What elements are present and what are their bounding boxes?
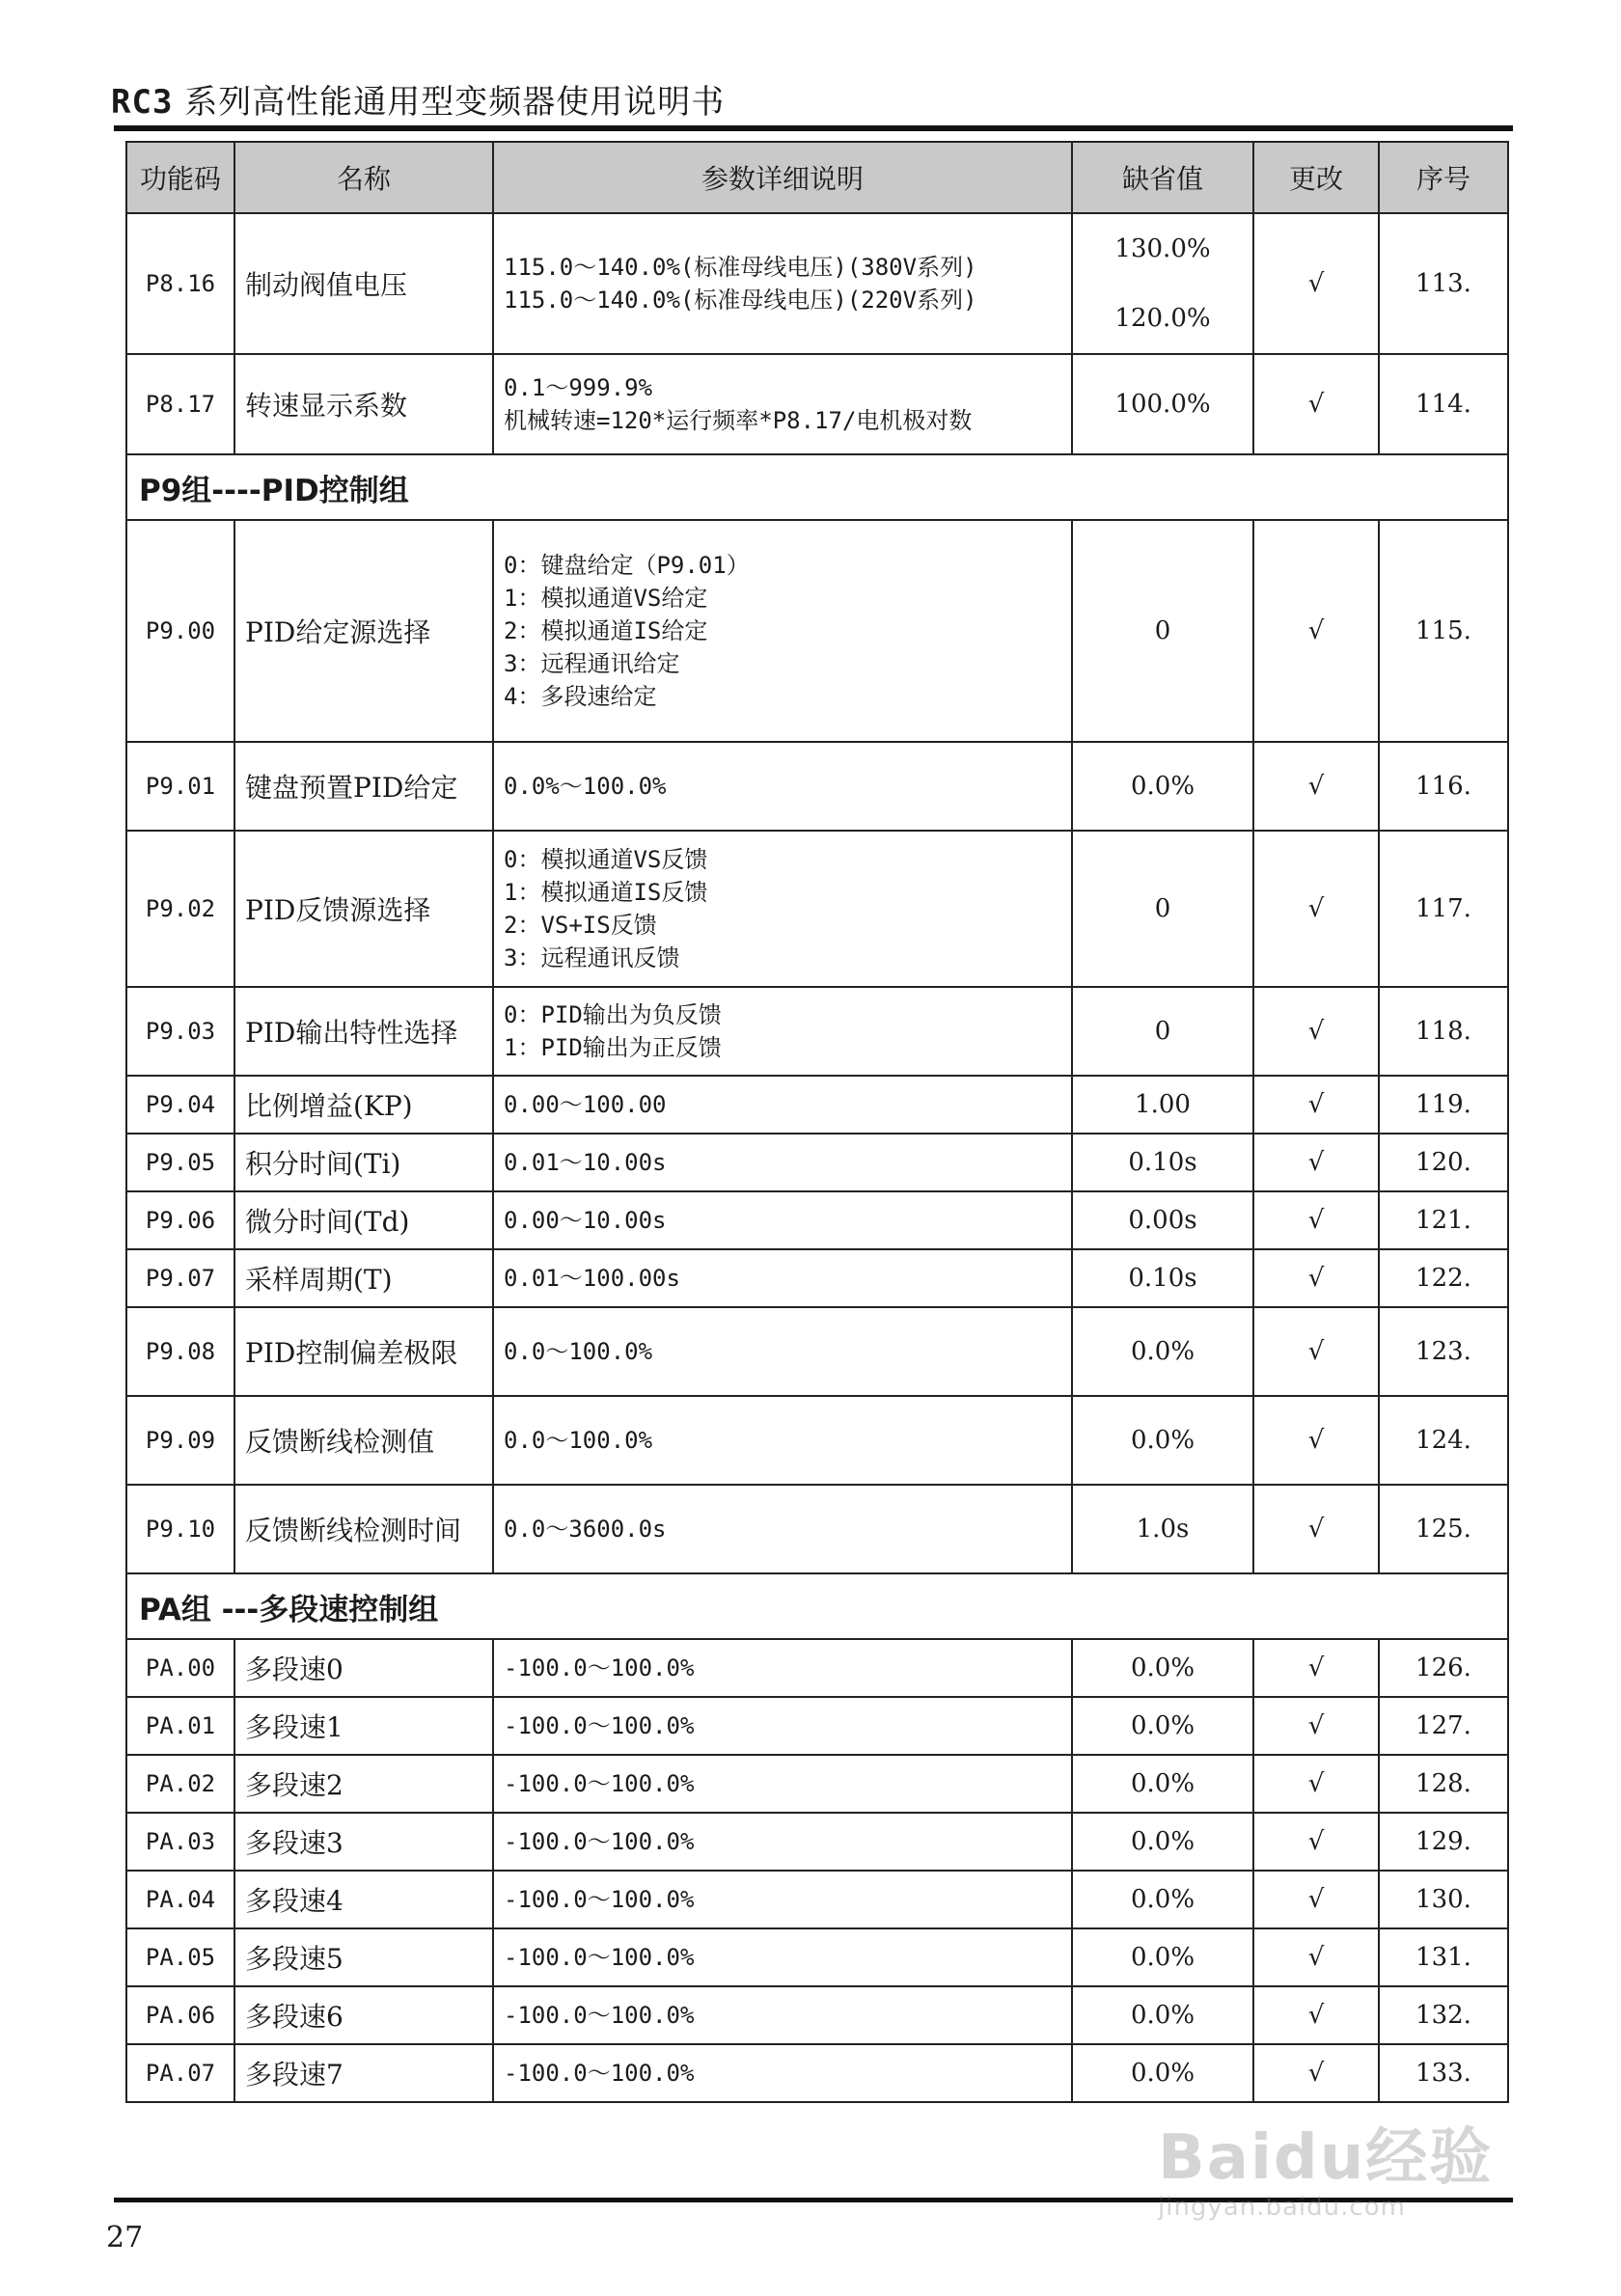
sequence-number: 130. xyxy=(1379,1871,1508,1928)
default-value: 0.00s xyxy=(1072,1191,1253,1249)
parameter-description: -100.0～100.0% xyxy=(493,1697,1072,1755)
function-code: PA.06 xyxy=(126,1986,234,2044)
parameter-description-line: 0.01～100.00s xyxy=(504,1265,680,1292)
header-model: RC3 xyxy=(111,83,174,122)
table-row xyxy=(126,520,1508,742)
parameter-description-line: 机械转速=120*运行频率*P8.17/电机极对数 xyxy=(504,407,973,434)
parameter-description-line: 2：模拟通道IS给定 xyxy=(504,617,708,644)
sequence-number: 113. xyxy=(1379,213,1508,354)
parameter-description: -100.0～100.0% xyxy=(493,1813,1072,1871)
page-number: 27 xyxy=(106,2221,144,2255)
function-code: P9.05 xyxy=(126,1134,234,1191)
function-code: PA.01 xyxy=(126,1697,234,1755)
table-row xyxy=(126,1928,1508,1986)
parameter-description: -100.0～100.0% xyxy=(493,1986,1072,2044)
sequence-number: 125. xyxy=(1379,1485,1508,1573)
default-value: 0.10s xyxy=(1072,1134,1253,1191)
default-value xyxy=(1072,213,1253,354)
parameter-name: 采样周期(T) xyxy=(234,1249,493,1307)
sequence-number: 117. xyxy=(1379,831,1508,987)
default-value: 0.0% xyxy=(1072,742,1253,831)
function-code: P8.16 xyxy=(126,213,234,354)
default-value: 0.0% xyxy=(1072,1307,1253,1396)
sequence-number: 119. xyxy=(1379,1076,1508,1134)
sequence-number: 126. xyxy=(1379,1639,1508,1697)
parameter-description: -100.0～100.0% xyxy=(493,1639,1072,1697)
parameter-description-line: 1：PID输出为正反馈 xyxy=(504,1034,722,1061)
table-row xyxy=(126,213,1508,354)
parameter-description-line: 1：模拟通道VS给定 xyxy=(504,585,708,612)
parameter-name: 反馈断线检测时间 xyxy=(234,1485,493,1573)
default-value: 0 xyxy=(1072,831,1253,987)
page-header xyxy=(111,75,725,123)
changeable-mark: √ xyxy=(1253,1076,1379,1134)
changeable-mark: √ xyxy=(1253,1755,1379,1813)
default-value: 0 xyxy=(1072,520,1253,742)
parameter-name: 制动阀值电压 xyxy=(234,213,493,354)
column-header: 更改 xyxy=(1253,142,1379,213)
default-value: 0.0% xyxy=(1072,1813,1253,1871)
default-value: 0.0% xyxy=(1072,2044,1253,2102)
parameter-description: -100.0～100.0% xyxy=(493,1755,1072,1813)
default-value-line: 120.0% xyxy=(1114,304,1211,333)
changeable-mark: √ xyxy=(1253,1191,1379,1249)
table-row xyxy=(126,1697,1508,1755)
sequence-number: 114. xyxy=(1379,354,1508,454)
parameter-description-line: 3：远程通讯反馈 xyxy=(504,944,680,971)
parameter-description: -100.0～100.0% xyxy=(493,1928,1072,1986)
parameter-description-line: 0.00～100.00 xyxy=(504,1091,667,1118)
parameter-name: 转速显示系数 xyxy=(234,354,493,454)
table-row xyxy=(126,1307,1508,1396)
parameter-name: 多段速1 xyxy=(234,1697,493,1755)
function-code: PA.07 xyxy=(126,2044,234,2102)
default-value: 0.0% xyxy=(1072,1871,1253,1928)
column-header: 缺省值 xyxy=(1072,142,1253,213)
table-row xyxy=(126,987,1508,1076)
parameter-description xyxy=(493,831,1072,987)
parameter-name: 微分时间(Td) xyxy=(234,1191,493,1249)
table-row xyxy=(126,1249,1508,1307)
default-value: 0 xyxy=(1072,987,1253,1076)
changeable-mark: √ xyxy=(1253,1307,1379,1396)
group-row-pa xyxy=(126,1573,1508,1639)
default-value: 0.10s xyxy=(1072,1249,1253,1307)
sequence-number: 131. xyxy=(1379,1928,1508,1986)
parameter-description: -100.0～100.0% xyxy=(493,1871,1072,1928)
parameter-name: PID反馈源选择 xyxy=(234,831,493,987)
parameter-description xyxy=(493,987,1072,1076)
changeable-mark: √ xyxy=(1253,1396,1379,1485)
changeable-mark: √ xyxy=(1253,987,1379,1076)
default-value-line: 130.0% xyxy=(1114,234,1211,263)
parameter-description-line: 0.0～100.0% xyxy=(504,1427,653,1454)
changeable-mark: √ xyxy=(1253,1134,1379,1191)
parameter-description xyxy=(493,1485,1072,1573)
table-row xyxy=(126,1076,1508,1134)
column-header: 序号 xyxy=(1379,142,1508,213)
parameter-description-line: 0：键盘给定（P9.01） xyxy=(504,552,750,579)
baidu-watermark xyxy=(1158,2108,1525,2222)
table-row xyxy=(126,354,1508,454)
default-value: 0.0% xyxy=(1072,1986,1253,2044)
changeable-mark: √ xyxy=(1253,1928,1379,1986)
parameter-name: 比例增益(KP) xyxy=(234,1076,493,1134)
function-code: P9.02 xyxy=(126,831,234,987)
table-header-row xyxy=(126,142,1508,213)
parameter-description xyxy=(493,520,1072,742)
function-code: PA.03 xyxy=(126,1813,234,1871)
default-value: 100.0% xyxy=(1072,354,1253,454)
table-row xyxy=(126,1813,1508,1871)
parameter-table-body xyxy=(126,142,1508,2102)
parameter-description-line: 3：远程通讯给定 xyxy=(504,650,680,677)
table-row xyxy=(126,1871,1508,1928)
watermark-url: jingyan.baidu.com xyxy=(1158,2193,1406,2222)
default-value: 1.00 xyxy=(1072,1076,1253,1134)
parameter-description-line: 2：VS+IS反馈 xyxy=(504,912,657,939)
parameter-description xyxy=(493,1191,1072,1249)
changeable-mark: √ xyxy=(1253,520,1379,742)
sequence-number: 124. xyxy=(1379,1396,1508,1485)
sequence-number: 120. xyxy=(1379,1134,1508,1191)
parameter-name: 积分时间(Ti) xyxy=(234,1134,493,1191)
changeable-mark: √ xyxy=(1253,1871,1379,1928)
table-row xyxy=(126,2044,1508,2102)
parameter-name: 多段速2 xyxy=(234,1755,493,1813)
parameter-description xyxy=(493,1396,1072,1485)
sequence-number: 129. xyxy=(1379,1813,1508,1871)
parameter-name: 反馈断线检测值 xyxy=(234,1396,493,1485)
parameter-description-line: 1：模拟通道IS反馈 xyxy=(504,879,708,906)
function-code: P9.08 xyxy=(126,1307,234,1396)
function-code: P9.06 xyxy=(126,1191,234,1249)
table-row xyxy=(126,1191,1508,1249)
parameter-description: -100.0～100.0% xyxy=(493,2044,1072,2102)
table-row xyxy=(126,1396,1508,1485)
table-row xyxy=(126,1134,1508,1191)
parameter-name: PID控制偏差极限 xyxy=(234,1307,493,1396)
default-value: 0.0% xyxy=(1072,1697,1253,1755)
changeable-mark: √ xyxy=(1253,1986,1379,2044)
column-header: 名称 xyxy=(234,142,493,213)
function-code: PA.05 xyxy=(126,1928,234,1986)
parameter-name: 键盘预置PID给定 xyxy=(234,742,493,831)
parameter-description-line: 0.0～100.0% xyxy=(504,1338,653,1365)
function-code: P9.01 xyxy=(126,742,234,831)
sequence-number: 115. xyxy=(1379,520,1508,742)
default-value: 1.0s xyxy=(1072,1485,1253,1573)
parameter-description-line: 115.0～140.0%(标准母线电压)(220V系列) xyxy=(504,287,977,314)
group-title: PA组 ---多段速控制组 xyxy=(126,1573,1508,1639)
parameter-description xyxy=(493,1307,1072,1396)
function-code: P9.00 xyxy=(126,520,234,742)
table-row xyxy=(126,1485,1508,1573)
parameter-name: 多段速6 xyxy=(234,1986,493,2044)
changeable-mark: √ xyxy=(1253,213,1379,354)
header-title: 系列高性能通用型变频器使用说明书 xyxy=(184,83,726,122)
watermark-logo: Baidu经验 xyxy=(1158,2122,1494,2194)
parameter-name: PID输出特性选择 xyxy=(234,987,493,1076)
sequence-number: 123. xyxy=(1379,1307,1508,1396)
parameter-description xyxy=(493,742,1072,831)
column-header: 参数详细说明 xyxy=(493,142,1072,213)
sequence-number: 118. xyxy=(1379,987,1508,1076)
parameter-name: 多段速0 xyxy=(234,1639,493,1697)
default-value: 0.0% xyxy=(1072,1928,1253,1986)
parameter-name: 多段速5 xyxy=(234,1928,493,1986)
parameter-name: PID给定源选择 xyxy=(234,520,493,742)
parameter-table xyxy=(125,141,1509,2103)
group-title: P9组----PID控制组 xyxy=(126,454,1508,520)
parameter-description-line: 0：PID输出为负反馈 xyxy=(504,1001,722,1028)
changeable-mark: √ xyxy=(1253,1813,1379,1871)
function-code: P8.17 xyxy=(126,354,234,454)
table-row xyxy=(126,1639,1508,1697)
table-row xyxy=(126,1986,1508,2044)
table-row xyxy=(126,831,1508,987)
sequence-number: 122. xyxy=(1379,1249,1508,1307)
parameter-description xyxy=(493,1134,1072,1191)
parameter-description xyxy=(493,354,1072,454)
parameter-name: 多段速4 xyxy=(234,1871,493,1928)
sequence-number: 116. xyxy=(1379,742,1508,831)
parameter-description-line: 4：多段速给定 xyxy=(504,683,657,710)
parameter-description-line: 0.1～999.9% xyxy=(504,374,653,401)
sequence-number: 128. xyxy=(1379,1755,1508,1813)
changeable-mark: √ xyxy=(1253,2044,1379,2102)
changeable-mark: √ xyxy=(1253,1639,1379,1697)
parameter-description-line: 0：模拟通道VS反馈 xyxy=(504,846,708,873)
sequence-number: 127. xyxy=(1379,1697,1508,1755)
changeable-mark: √ xyxy=(1253,1249,1379,1307)
changeable-mark: √ xyxy=(1253,742,1379,831)
function-code: PA.04 xyxy=(126,1871,234,1928)
table-row xyxy=(126,1755,1508,1813)
parameter-name: 多段速7 xyxy=(234,2044,493,2102)
function-code: PA.00 xyxy=(126,1639,234,1697)
parameter-description-line: 115.0～140.0%(标准母线电压)(380V系列) xyxy=(504,254,977,281)
sequence-number: 121. xyxy=(1379,1191,1508,1249)
changeable-mark: √ xyxy=(1253,1485,1379,1573)
default-value: 0.0% xyxy=(1072,1755,1253,1813)
parameter-description-line: 0.0%～100.0% xyxy=(504,773,667,800)
parameter-description-line: 0.00～10.00s xyxy=(504,1207,667,1234)
header-divider xyxy=(114,125,1513,131)
table-row xyxy=(126,742,1508,831)
parameter-description-line: 0.0～3600.0s xyxy=(504,1516,667,1543)
column-header: 功能码 xyxy=(126,142,234,213)
default-value: 0.0% xyxy=(1072,1639,1253,1697)
group-row-p9 xyxy=(126,454,1508,520)
function-code: P9.04 xyxy=(126,1076,234,1134)
function-code: P9.09 xyxy=(126,1396,234,1485)
function-code: P9.10 xyxy=(126,1485,234,1573)
parameter-name: 多段速3 xyxy=(234,1813,493,1871)
sequence-number: 132. xyxy=(1379,1986,1508,2044)
changeable-mark: √ xyxy=(1253,831,1379,987)
parameter-description-line: 0.01～10.00s xyxy=(504,1149,667,1176)
parameter-description xyxy=(493,1076,1072,1134)
function-code: P9.07 xyxy=(126,1249,234,1307)
sequence-number: 133. xyxy=(1379,2044,1508,2102)
parameter-description xyxy=(493,213,1072,354)
function-code: P9.03 xyxy=(126,987,234,1076)
parameter-description xyxy=(493,1249,1072,1307)
changeable-mark: √ xyxy=(1253,354,1379,454)
function-code: PA.02 xyxy=(126,1755,234,1813)
default-value: 0.0% xyxy=(1072,1396,1253,1485)
changeable-mark: √ xyxy=(1253,1697,1379,1755)
